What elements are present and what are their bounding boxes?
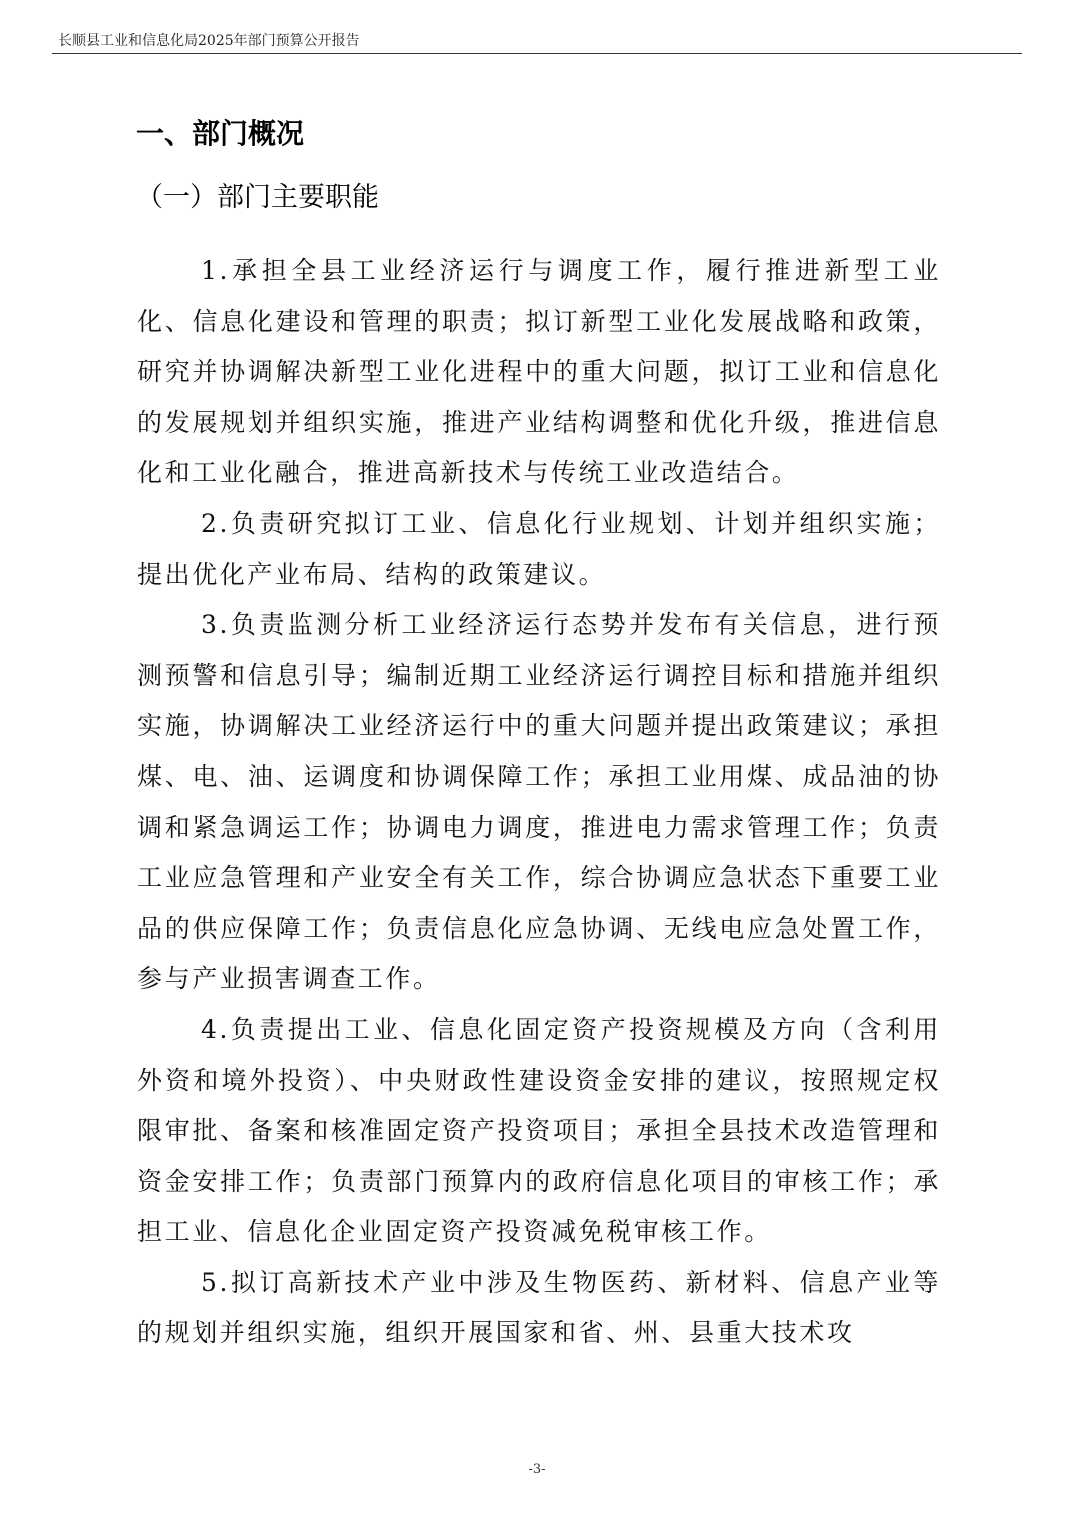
paragraph-3: 3.负责监测分析工业经济运行态势并发布有关信息，进行预测预警和信息引导；编制近期工业经济运行调控目标和措施并组织实施，协调解决工业经济运行中的重大问题并提出政策建议；承担煤、电、油、运调度和协调保障工作；承担工业用煤、成品油的协调和紧急调运工作；协调电力调度，推进电力需求管理工作；负责工业应急管理和产业安全有关工作，综合协调应急状态下重要工业品的供应保障工作；负责信息化应急协调、无线电应急处置工作，参与产业损害调查工作。 xyxy=(137,610,941,994)
paragraph-4: 4.负责提出工业、信息化固定资产投资规模及方向（含利用外资和境外投资）、中央财政性建设资金安排的建议，按照规定权限审批、备案和核准固定资产投资项目；承担全县技术改造管理和资金安排工作；负责部门预算内的政府信息化项目的审核工作；承担工业、信息化企业固定资产投资减免税审核工作。 xyxy=(137,1014,941,1247)
document-body xyxy=(137,246,941,1359)
page-number: -3- xyxy=(528,1462,546,1477)
page-header: 长顺县工业和信息化局2025年部门预算公开报告 xyxy=(58,33,360,49)
header-divider xyxy=(52,53,1022,54)
section-subheading: （一）部门主要职能 xyxy=(136,182,379,213)
paragraph-2: 2.负责研究拟订工业、信息化行业规划、计划并组织实施；提出优化产业布局、结构的政策建议。 xyxy=(137,508,941,589)
paragraph-5: 5.拟订高新技术产业中涉及生物医药、新材料、信息产业等的规划并组织实施，组织开展国家和省、州、县重大技术攻 xyxy=(137,1267,941,1348)
paragraph-1: 1.承担全县工业经济运行与调度工作，履行推进新型工业化、信息化建设和管理的职责；拟订新型工业化发展战略和政策，研究并协调解决新型工业化进程中的重大问题，拟订工业和信息化的发展规划并组织实施，推进产业结构调整和优化升级，推进信息化和工业化融合，推进高新技术与传统工业改造结合。 xyxy=(137,256,941,488)
section-heading: 一、部门概况 xyxy=(136,117,305,150)
